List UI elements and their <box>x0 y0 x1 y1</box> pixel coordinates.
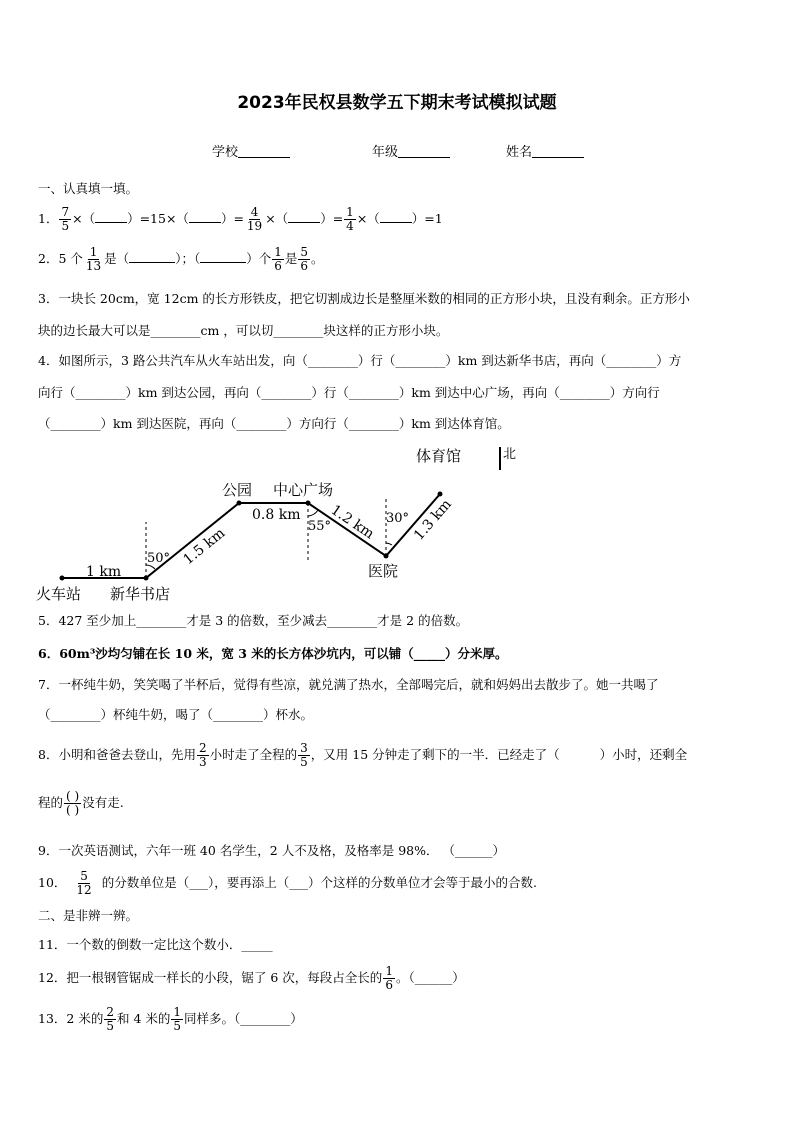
q1-text-e: ）= <box>320 211 344 226</box>
q13-fraction-2 <box>171 1006 183 1033</box>
frac-den: 5 <box>61 219 70 233</box>
q8-text-f: 没有走. <box>82 795 124 810</box>
question-13 <box>38 1006 303 1033</box>
section-one-heading: 一、认真填一填。 <box>38 181 139 196</box>
q8-text-c: ，又用 15 分钟走了剩下的一半．已经走了（ <box>310 747 560 762</box>
q2-text-a: 是（ <box>104 251 130 266</box>
q2-text-e: 。 <box>311 251 324 266</box>
question-4-line-3: （________）km 到达医院，再向（________）方向行（________）km 到达体育馆。 <box>38 416 510 431</box>
node-stadium <box>438 492 443 497</box>
node-park <box>237 501 242 506</box>
frac-num: 1 <box>346 205 354 219</box>
label-center: 中心广场 <box>273 481 334 499</box>
node-train-station <box>60 576 65 581</box>
school-label: 学校 <box>212 145 239 160</box>
label-hospital: 医院 <box>368 562 399 580</box>
angle-arc-3 <box>386 543 392 545</box>
q13-text-c: 同样多。（________） <box>184 1011 303 1026</box>
question-4-line-1: 4．如图所示，3 路公共汽车从火车站出发，向（________）行（________）km 到达新华书店，再向（________）方 <box>38 353 682 368</box>
q13-text-a: 13．2 米的 <box>38 1011 104 1026</box>
q2-text-n: 2．5 个 <box>38 251 83 266</box>
frac-den: 4 <box>346 219 354 233</box>
q10-fraction <box>74 870 93 897</box>
q1-text-g: ×（ <box>356 211 380 226</box>
dist-5: 1.3 km <box>410 496 455 544</box>
q2-text-d: 是 <box>284 251 298 266</box>
label-train-station: 火车站 <box>36 585 82 603</box>
frac-num: 1 <box>173 1005 182 1019</box>
q8-text-e: 程的 <box>38 795 64 810</box>
dist-2: 1.5 km <box>180 525 229 569</box>
question-5: 5．427 至少加上________才是 3 的倍数，至少减去________才是 2 的倍数。 <box>38 613 469 628</box>
question-6: 6．60m³沙均匀铺在长 10 米，宽 3 米的长方体沙坑内，可以铺（_____）分米厚。 <box>38 646 508 661</box>
angle-2: 55° <box>308 519 332 534</box>
frac-den: 19 <box>246 219 263 233</box>
north-label: 北 <box>503 447 517 462</box>
angle-3: 30° <box>386 511 410 526</box>
q1-text-h: ）=1 <box>411 211 443 226</box>
frac-den: ( ) <box>66 803 80 817</box>
q13-fraction-1 <box>104 1006 116 1033</box>
angle-1: 50° <box>147 551 171 566</box>
question-11: 11．一个数的倒数一定比这个数小．_____ <box>38 937 273 952</box>
q8-fraction-blank[interactable] <box>64 790 81 817</box>
frac-num: ( ) <box>66 789 80 803</box>
q12-text-b: 。（______） <box>395 970 465 985</box>
q1-text-a: ×（ <box>72 211 96 226</box>
frac-num: 2 <box>198 741 207 755</box>
q1-number: 1． <box>38 211 59 226</box>
frac-num: 1 <box>385 964 393 978</box>
question-9: 9．一次英语测试，六年一班 40 名学生，2 人不及格，及格率是 98%． （______） <box>38 843 505 858</box>
q10-text: 的分数单位是（___），要再添上（___）个这样的分数单位才会等于最小的合数. <box>101 875 537 890</box>
q13-text-b: 和 4 米的 <box>116 1011 171 1026</box>
frac-num: 7 <box>61 205 70 219</box>
q12-text-a: 12．把一根钢管锯成一样长的小段，锯了 6 次，每段占全长的 <box>38 970 383 985</box>
q1-text-d: ×（ <box>265 211 289 226</box>
question-7-line-1: 7．一杯纯牛奶，笑笑喝了半杯后，觉得有些凉，就兑满了热水，全部喝完后，就和妈妈出去散步了。她一共喝了 <box>38 677 659 692</box>
dist-4: 1.2 km <box>327 502 377 543</box>
q1-text-c: ）= <box>220 211 244 226</box>
frac-den: 6 <box>274 259 282 273</box>
question-4-line-2: 向行（________）km 到达公园，再向（________）行（________）km 到达中心广场，再向（________）方向行 <box>38 385 660 400</box>
q8-fraction-1 <box>197 742 209 769</box>
question-8-line-2 <box>38 790 124 817</box>
frac-den: 5 <box>300 755 308 769</box>
grade-label: 年级 <box>372 145 399 160</box>
label-stadium: 体育馆 <box>416 447 462 465</box>
frac-den: 6 <box>385 978 393 992</box>
q2-text-c: ）个 <box>246 251 272 266</box>
page-title: 2023年民权县数学五下期末考试模拟试题 <box>237 93 557 113</box>
frac-den: 5 <box>106 1019 114 1033</box>
q10-number: 10． <box>38 875 67 890</box>
question-3-line-1: 3．一块长 20cm，宽 12cm 的长方形铁皮，把它切割成边长是整厘米数的相同的正方形小块，且没有剩余。正方形小 <box>38 291 690 306</box>
label-bookstore: 新华书店 <box>110 585 171 603</box>
label-park: 公园 <box>222 481 253 499</box>
frac-den: 6 <box>300 259 309 273</box>
question-12 <box>38 965 465 992</box>
frac-num: 2 <box>106 1005 114 1019</box>
name-label: 姓名 <box>506 145 533 160</box>
frac-num: 3 <box>300 741 308 755</box>
dist-1: 1 km <box>86 564 122 580</box>
question-10 <box>38 870 537 897</box>
dist-3: 0.8 km <box>252 507 301 523</box>
frac-num: 5 <box>80 869 88 883</box>
frac-num: 1 <box>274 245 282 259</box>
section-two-heading: 二、是非辨一辨。 <box>38 908 139 923</box>
frac-den: 5 <box>173 1019 182 1033</box>
q2-text-b: ）；（ <box>175 251 201 266</box>
q8-text-a: 8．小明和爸爸去登山，先用 <box>38 747 196 762</box>
question-8-line-1 <box>38 742 687 769</box>
question-7-line-2: （________）杯纯牛奶，喝了（________）杯水。 <box>38 707 314 722</box>
frac-num: 1 <box>89 245 98 259</box>
question-3-line-2: 块的边长最大可以是________cm ，可以切________块这样的正方形小块。 <box>38 323 449 338</box>
q8-fraction-2 <box>298 742 310 769</box>
q1-text-b: ）=15×（ <box>127 211 189 226</box>
frac-num: 4 <box>250 205 259 219</box>
frac-den: 13 <box>85 259 102 273</box>
q12-fraction <box>383 965 395 992</box>
q8-text-d: ）小时，还剩全 <box>599 747 688 762</box>
angle-arc-2 <box>308 510 318 516</box>
frac-den: 3 <box>198 755 207 769</box>
q8-text-b: 小时走了全程的 <box>209 747 298 762</box>
frac-den: 12 <box>76 883 92 897</box>
frac-num: 5 <box>300 245 309 259</box>
